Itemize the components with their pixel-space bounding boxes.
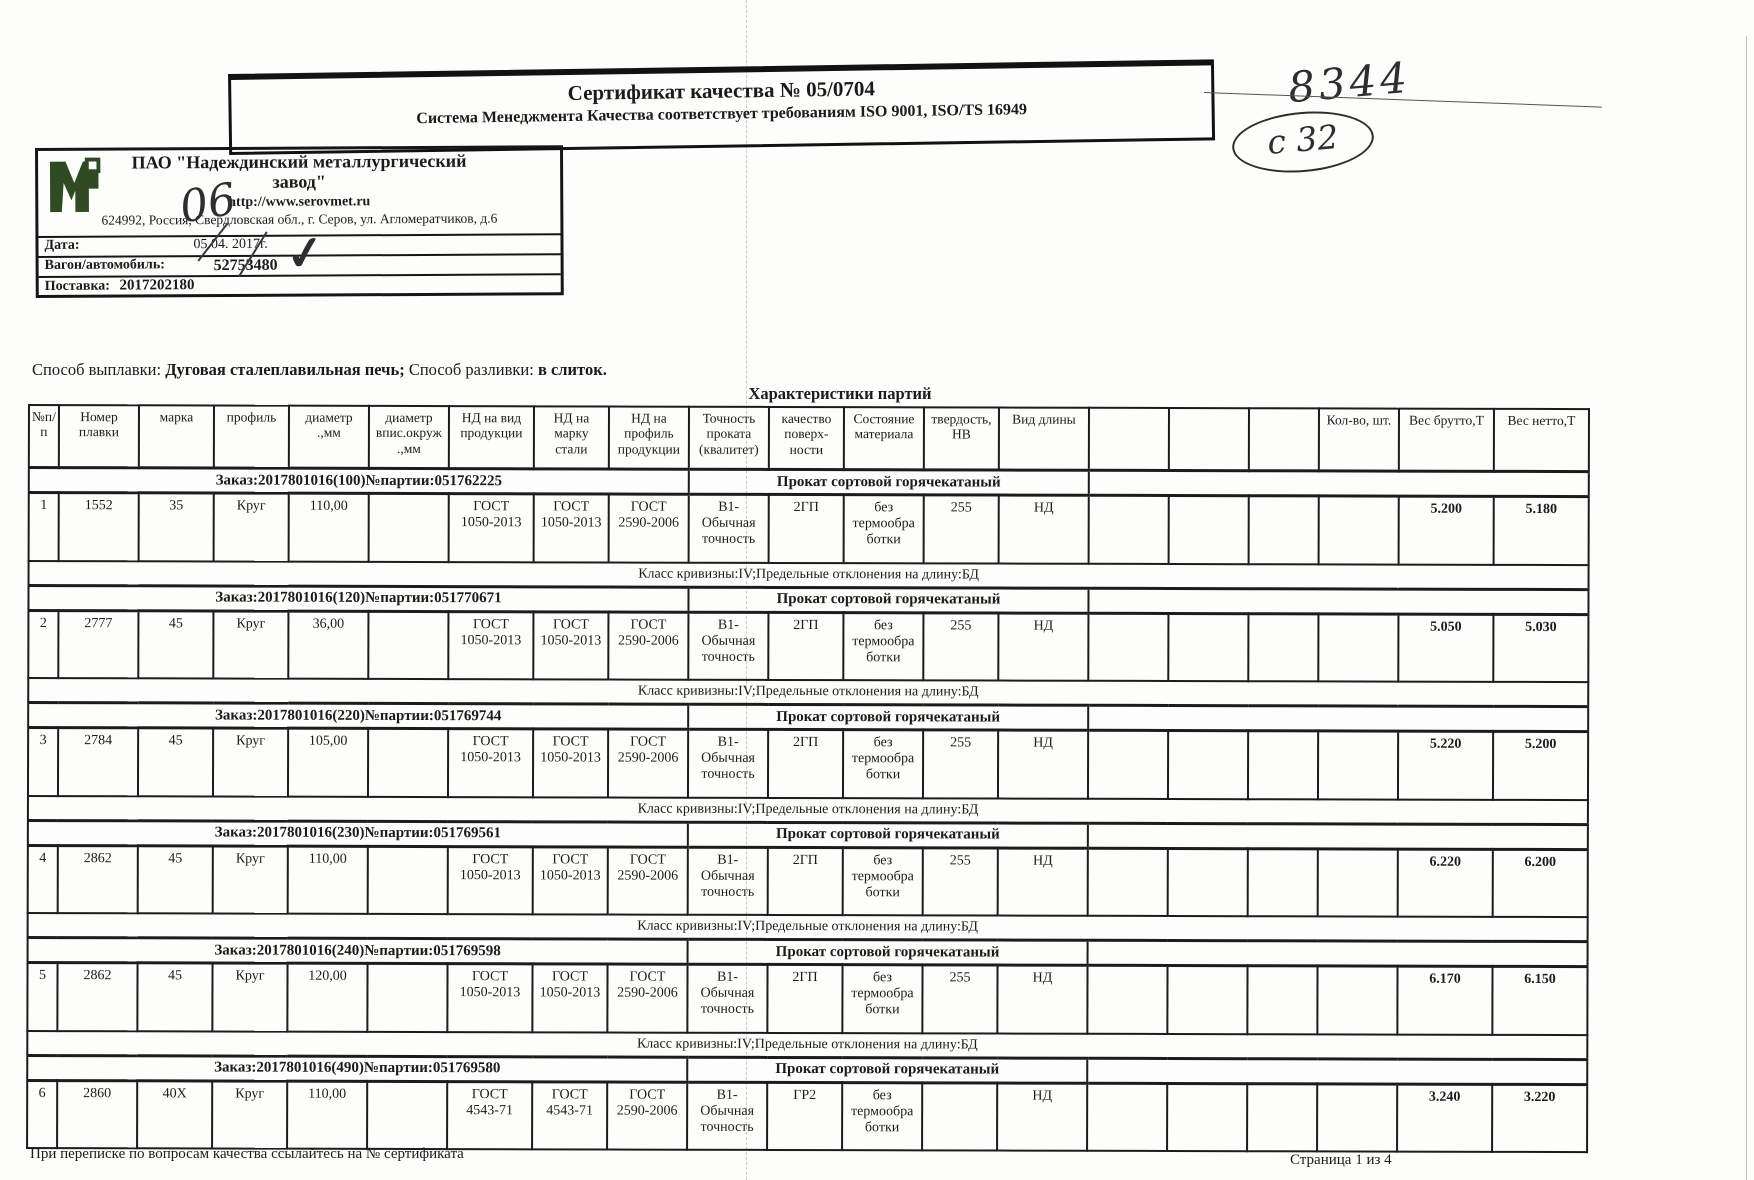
- col-header-diameter: диаметр .,мм: [289, 406, 369, 469]
- cell-profile: Круг: [213, 845, 288, 913]
- cell-grade: 45: [138, 610, 213, 678]
- cell-rolling-accuracy: В1- Обычная точность: [689, 494, 769, 562]
- batch-data-row: [28, 728, 1588, 800]
- cell-empty-1: [1089, 495, 1169, 563]
- cell-nd-profile: ГОСТ 2590-2006: [607, 1082, 687, 1150]
- cell-heat-number: 2862: [58, 845, 138, 913]
- cell-hardness: 255: [922, 965, 997, 1033]
- cell-grade: 45: [137, 963, 212, 1031]
- company-name-line1: ПАО "Надеждинский металлургический: [131, 150, 467, 173]
- cell-profile: Круг: [213, 728, 288, 796]
- cell-empty-3: [1248, 731, 1318, 799]
- cell-quantity: [1317, 966, 1397, 1034]
- cell-material-condition: без термообра ботки: [842, 1082, 922, 1150]
- batch-table: [26, 404, 1590, 1153]
- col-header-material-condition: Состояние материала: [844, 407, 924, 470]
- cell-nd-product-type: ГОСТ 1050-2013: [449, 494, 534, 562]
- handwritten-logo-note: 06: [175, 173, 241, 234]
- cell-net-weight: 3.220: [1492, 1084, 1587, 1152]
- order-number-cell: Заказ:2017801016(230)№партии:051769561: [28, 820, 688, 847]
- cell-surface-quality: 2ГП: [767, 964, 842, 1032]
- band-blank-cell: [1088, 588, 1588, 614]
- batch-data-row: [29, 493, 1589, 565]
- col-header-row-no: №п/ п: [29, 405, 59, 468]
- handwritten-circled-note: с 32: [1230, 106, 1377, 178]
- band-blank-cell: [1089, 470, 1589, 496]
- cell-empty-2: [1168, 613, 1248, 681]
- cell-surface-quality: 2ГП: [768, 729, 843, 797]
- handwritten-number: 8344: [1286, 52, 1413, 113]
- cell-net-weight: 5.180: [1494, 496, 1589, 564]
- col-header-rolling-accuracy: Точность проката (квалитет): [689, 407, 769, 470]
- cell-empty-3: [1247, 966, 1317, 1034]
- curvature-note-cell: Класс кривизны:IV;Предельные отклонения на длину:БД: [28, 913, 1588, 942]
- col-header-quantity: Кол-во, шт.: [1319, 408, 1399, 471]
- product-type-cell: Прокат сортовой горячекатаный: [687, 1057, 1087, 1083]
- curvature-note-cell: Класс кривизны:IV;Предельные отклонения на длину:БД: [29, 561, 1589, 590]
- wagon-value: 52753480: [213, 256, 278, 275]
- cell-nd-steel-grade: ГОСТ 1050-2013: [533, 729, 608, 797]
- cell-length-type: НД: [997, 1083, 1087, 1151]
- casting-value: в слиток.: [537, 360, 607, 379]
- cell-inscribed-diameter: [368, 728, 448, 796]
- cell-nd-profile: ГОСТ 2590-2006: [609, 494, 689, 562]
- cell-row-no: 1: [29, 493, 59, 561]
- footer-note: При переписке по вопросам качества ссылайтесь на № сертификата: [30, 1146, 464, 1162]
- wagon-label: Вагон/автомобиль:: [44, 257, 165, 273]
- cell-diameter: 36,00: [288, 611, 368, 679]
- certificate-title: Сертификат качества № 05/0704: [567, 76, 876, 105]
- order-number-cell: Заказ:2017801016(220)№партии:051769744: [28, 703, 688, 730]
- product-type-cell: Прокат сортовой горячекатаный: [688, 939, 1088, 965]
- product-type-cell: Прокат сортовой горячекатаный: [688, 822, 1088, 848]
- handwritten-checkmark: ✓: [282, 223, 329, 283]
- cell-surface-quality: 2ГП: [768, 612, 843, 680]
- table-header-row: [29, 405, 1589, 472]
- company-header: [38, 151, 560, 236]
- cell-hardness: 255: [923, 847, 998, 915]
- cell-gross-weight: 5.050: [1398, 614, 1493, 682]
- company-website: http://www.serovmet.ru: [228, 193, 371, 210]
- col-header-nd-steel-grade: НД на марку стали: [534, 406, 609, 469]
- col-header-grade: марка: [139, 405, 214, 468]
- batch-data-row: [27, 963, 1587, 1035]
- cell-quantity: [1317, 1083, 1397, 1151]
- col-header-heat-number: Номер плавки: [59, 405, 139, 468]
- cell-length-type: НД: [997, 965, 1087, 1033]
- col-header-empty-3: [1249, 408, 1319, 471]
- cell-quantity: [1318, 731, 1398, 799]
- batches-table-wrap: [26, 404, 1590, 1153]
- col-header-profile: профиль: [214, 405, 289, 468]
- cell-inscribed-diameter: [367, 963, 447, 1031]
- melting-method-line: [32, 360, 607, 380]
- cell-empty-1: [1088, 848, 1168, 916]
- cell-diameter: 110,00: [287, 1081, 367, 1149]
- cell-nd-profile: ГОСТ 2590-2006: [608, 729, 688, 797]
- col-header-inscribed-diameter: диаметр впис.окруж .,мм: [369, 406, 449, 469]
- band-blank-cell: [1088, 823, 1588, 849]
- cell-heat-number: 2784: [58, 728, 138, 796]
- cell-empty-1: [1087, 965, 1167, 1033]
- cell-empty-3: [1248, 848, 1318, 916]
- cell-empty-2: [1167, 965, 1247, 1033]
- cell-row-no: 2: [28, 610, 58, 678]
- cell-gross-weight: 5.200: [1399, 496, 1494, 564]
- col-header-empty-2: [1169, 408, 1249, 471]
- cell-rolling-accuracy: В1- Обычная точность: [687, 964, 767, 1032]
- cell-length-type: НД: [998, 730, 1088, 798]
- cell-surface-quality: 2ГП: [768, 847, 843, 915]
- order-number-cell: Заказ:2017801016(100)№партии:051762225: [29, 468, 689, 495]
- cell-profile: Круг: [212, 1080, 287, 1148]
- cell-rolling-accuracy: В1- Обычная точность: [687, 1082, 767, 1150]
- col-header-net-weight: Вес нетто,Т: [1494, 409, 1589, 472]
- cell-nd-product-type: ГОСТ 4543-71: [447, 1081, 532, 1149]
- curvature-note-cell: Класс кривизны:IV;Предельные отклонения на длину:БД: [28, 796, 1588, 825]
- cell-grade: 40Х: [137, 1080, 212, 1148]
- cell-grade: 35: [139, 493, 214, 561]
- cell-length-type: НД: [999, 495, 1089, 563]
- certificate-header-box: [228, 59, 1215, 155]
- cell-empty-3: [1247, 1083, 1317, 1151]
- order-number-cell: Заказ:2017801016(240)№партии:051769598: [28, 938, 688, 965]
- cell-net-weight: 5.030: [1493, 614, 1588, 682]
- cell-gross-weight: 6.170: [1397, 966, 1492, 1034]
- certificate-subtitle: Система Менеджмента Качества соответствует требованиям ISO 9001, ISO/TS 16949: [416, 101, 1028, 128]
- band-blank-cell: [1088, 940, 1588, 966]
- cell-empty-3: [1248, 613, 1318, 681]
- cell-nd-product-type: ГОСТ 1050-2013: [448, 729, 533, 797]
- cell-heat-number: 1552: [59, 493, 139, 561]
- col-header-gross-weight: Вес брутто,Т: [1399, 409, 1494, 472]
- cell-surface-quality: ГР2: [767, 1082, 842, 1150]
- cell-grade: 45: [138, 845, 213, 913]
- cell-nd-steel-grade: ГОСТ 1050-2013: [534, 494, 609, 562]
- table-caption: Характеристики партий: [748, 384, 932, 403]
- cell-diameter: 110,00: [288, 846, 368, 914]
- delivery-value: 2017202180: [119, 277, 195, 294]
- cell-net-weight: 6.200: [1493, 849, 1588, 917]
- cell-hardness: 255: [923, 612, 998, 680]
- cell-empty-1: [1088, 613, 1168, 681]
- cell-nd-steel-grade: ГОСТ 4543-71: [532, 1081, 607, 1149]
- cell-net-weight: 5.200: [1493, 731, 1588, 799]
- cell-nd-steel-grade: ГОСТ 1050-2013: [532, 964, 607, 1032]
- cell-material-condition: без термообра ботки: [843, 847, 923, 915]
- batch-data-row: [28, 610, 1588, 682]
- band-blank-cell: [1087, 1058, 1587, 1084]
- cell-net-weight: 6.150: [1492, 966, 1587, 1034]
- col-header-nd-profile: НД на профиль продукции: [609, 407, 689, 470]
- cell-quantity: [1318, 848, 1398, 916]
- cell-heat-number: 2860: [57, 1080, 137, 1148]
- cell-empty-1: [1088, 730, 1168, 798]
- cell-empty-1: [1087, 1083, 1167, 1151]
- cell-material-condition: без термообра ботки: [842, 965, 922, 1033]
- melting-value: Дуговая сталеплавильная печь;: [165, 360, 405, 379]
- cell-grade: 45: [138, 728, 213, 796]
- scan-edge-line: [1746, 36, 1747, 1180]
- cell-nd-profile: ГОСТ 2590-2006: [608, 612, 688, 680]
- cell-nd-product-type: ГОСТ 1050-2013: [448, 611, 533, 679]
- cell-length-type: НД: [998, 613, 1088, 681]
- order-number-cell: Заказ:2017801016(490)№партии:051769580: [27, 1055, 687, 1082]
- batch-data-row: [28, 845, 1588, 917]
- cell-inscribed-diameter: [368, 611, 448, 679]
- page-number: Страница 1 из 4: [1290, 1152, 1392, 1168]
- curvature-note-cell: Класс кривизны:IV;Предельные отклонения на длину:БД: [27, 1031, 1587, 1060]
- cell-heat-number: 2862: [57, 963, 137, 1031]
- cell-profile: Круг: [212, 963, 287, 1031]
- company-address: 624992, Россия, Свердловская обл., г. Серов, ул. Агломератчиков, д.6: [101, 210, 498, 228]
- cell-length-type: НД: [998, 848, 1088, 916]
- cell-hardness: 255: [924, 495, 999, 563]
- col-header-length-type: Вид длины: [999, 408, 1089, 471]
- cell-diameter: 105,00: [288, 728, 368, 796]
- cell-row-no: 4: [28, 845, 58, 913]
- cell-heat-number: 2777: [58, 610, 138, 678]
- casting-label: Способ разливки:: [404, 360, 538, 379]
- cell-rolling-accuracy: В1- Обычная точность: [688, 729, 768, 797]
- delivery-label: Поставка:: [44, 278, 110, 294]
- cell-gross-weight: 5.220: [1398, 731, 1493, 799]
- cell-nd-profile: ГОСТ 2590-2006: [607, 964, 687, 1032]
- cell-profile: Круг: [214, 493, 289, 561]
- cell-empty-3: [1249, 496, 1319, 564]
- cell-rolling-accuracy: В1- Обычная точность: [688, 847, 768, 915]
- company-name-line2: завод": [272, 171, 326, 192]
- cell-gross-weight: 6.220: [1398, 849, 1493, 917]
- cell-nd-product-type: ГОСТ 1050-2013: [447, 964, 532, 1032]
- product-type-cell: Прокат сортовой горячекатаный: [688, 587, 1088, 613]
- cell-profile: Круг: [213, 610, 288, 678]
- band-blank-cell: [1088, 705, 1588, 731]
- col-header-hardness: твердость, НВ: [924, 407, 999, 470]
- batch-data-row: [27, 1080, 1587, 1152]
- col-header-empty-1: [1089, 408, 1169, 471]
- cell-material-condition: без термообра ботки: [843, 730, 923, 798]
- cell-quantity: [1318, 613, 1398, 681]
- melting-label: Способ выплавки:: [32, 360, 166, 379]
- cell-nd-steel-grade: ГОСТ 1050-2013: [533, 611, 608, 679]
- cell-material-condition: без термообра ботки: [844, 495, 924, 563]
- cell-nd-product-type: ГОСТ 1050-2013: [448, 846, 533, 914]
- cell-nd-profile: ГОСТ 2590-2006: [608, 847, 688, 915]
- cell-quantity: [1319, 496, 1399, 564]
- cell-nd-steel-grade: ГОСТ 1050-2013: [533, 846, 608, 914]
- cell-rolling-accuracy: В1- Обычная точность: [688, 612, 768, 680]
- cell-diameter: 110,00: [289, 493, 369, 561]
- product-type-cell: Прокат сортовой горячекатаный: [689, 469, 1089, 495]
- cell-surface-quality: 2ГП: [769, 494, 844, 562]
- cell-row-no: 3: [28, 728, 58, 796]
- cell-row-no: 6: [27, 1080, 57, 1148]
- cell-empty-2: [1168, 730, 1248, 798]
- cell-inscribed-diameter: [368, 846, 448, 914]
- company-logo-icon: [46, 156, 108, 218]
- curvature-note-cell: Класс кривизны:IV;Предельные отклонения на длину:БД: [28, 678, 1588, 707]
- cell-hardness: 255: [923, 730, 998, 798]
- cell-hardness: [922, 1082, 997, 1150]
- cell-material-condition: без термообра ботки: [843, 612, 923, 680]
- cell-inscribed-diameter: [367, 1081, 447, 1149]
- date-value: 05.04. 2017г.: [193, 236, 268, 253]
- cell-gross-weight: 3.240: [1397, 1084, 1492, 1152]
- order-number-cell: Заказ:2017801016(120)№партии:051770671: [28, 585, 688, 612]
- cell-inscribed-diameter: [369, 493, 449, 561]
- product-type-cell: Прокат сортовой горячекатаный: [688, 704, 1088, 730]
- col-header-nd-product-type: НД на вид продукции: [449, 406, 534, 469]
- date-label: Дата:: [44, 237, 80, 253]
- cell-empty-2: [1169, 495, 1249, 563]
- cell-empty-2: [1168, 848, 1248, 916]
- cell-empty-2: [1167, 1083, 1247, 1151]
- col-header-surface-quality: качество поверх- ности: [769, 407, 844, 470]
- cell-row-no: 5: [27, 963, 57, 1031]
- cell-diameter: 120,00: [287, 963, 367, 1031]
